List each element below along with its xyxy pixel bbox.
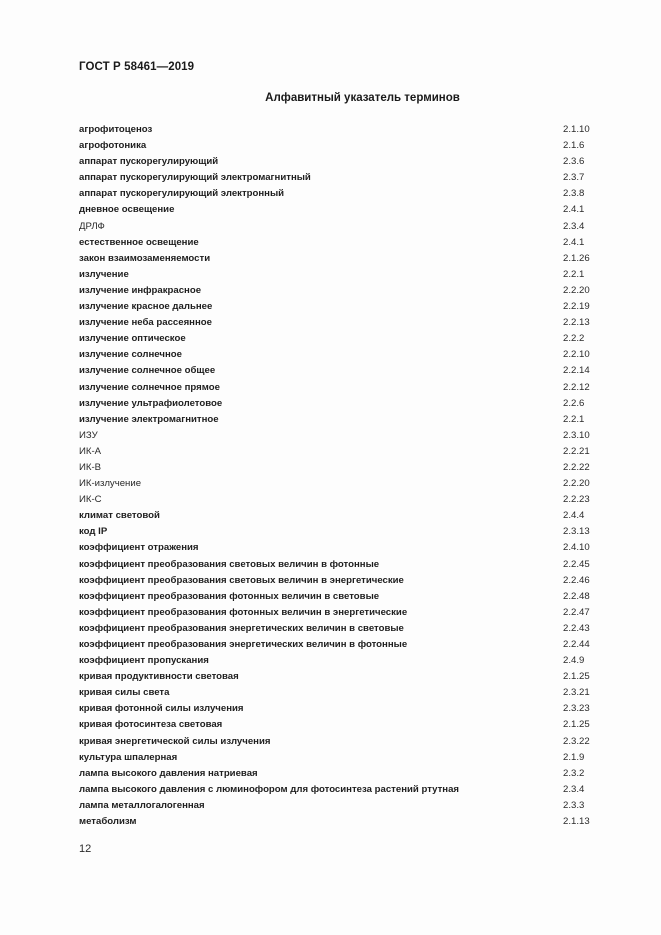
index-entry	[79, 299, 599, 315]
index-title: Алфавитный указатель терминов	[265, 92, 460, 104]
index-entry	[79, 444, 599, 460]
index-term: излучение солнечное прямое	[79, 381, 220, 393]
index-reference: 2.3.7	[563, 172, 585, 184]
index-term: метаболизм	[79, 816, 137, 828]
index-entry	[79, 331, 599, 347]
index-reference: 2.2.10	[563, 349, 590, 361]
index-reference: 2.2.43	[563, 622, 590, 634]
index-reference: 2.2.45	[563, 558, 590, 570]
index-entry	[79, 798, 599, 814]
index-reference: 2.1.10	[563, 124, 590, 135]
index-term: ДРЛФ	[79, 220, 105, 232]
index-entry	[79, 154, 599, 170]
index-entry	[79, 428, 599, 444]
index-reference: 2.2.14	[563, 365, 590, 377]
index-term: кривая энергетической силы излучения	[79, 735, 271, 747]
index-reference: 2.1.6	[563, 140, 585, 152]
index-entry	[79, 669, 599, 685]
index-entry	[79, 267, 599, 283]
index-reference: 2.3.8	[563, 188, 585, 200]
index-reference: 2.2.46	[563, 574, 590, 586]
index-term: естественное освещение	[79, 236, 199, 248]
index-reference: 2.4.1	[563, 236, 585, 248]
index-reference: 2.1.26	[563, 252, 590, 264]
index-term: дневное освещение	[79, 204, 175, 216]
index-reference: 2.4.1	[563, 204, 585, 216]
index-reference: 2.3.10	[563, 429, 590, 441]
index-term: лампа высокого давления с люминофором для фотосинтеза растений ртутная	[79, 783, 460, 795]
index-reference: 2.4.4	[563, 510, 585, 522]
index-term: аппарат пускорегулирующий электромагнитный	[79, 172, 311, 184]
index-reference: 2.2.20	[563, 478, 590, 490]
index-entry	[79, 492, 599, 508]
index-entry	[79, 186, 599, 202]
index-term: аппарат пускорегулирующий	[79, 156, 219, 168]
index-term: излучение электромагнитное	[79, 413, 219, 425]
index-entry	[79, 734, 599, 750]
index-term: излучение оптическое	[79, 333, 186, 345]
index-term: коэффициент преобразования энергетических величин в фотонные	[79, 639, 408, 650]
index-entry	[79, 750, 599, 766]
index-entry	[79, 122, 599, 138]
index-reference: 2.3.3	[563, 799, 585, 811]
index-term: ИК-В	[79, 461, 102, 473]
index-term: агрофотоника	[79, 140, 147, 152]
index-entry	[79, 524, 599, 540]
index-reference: 2.1.25	[563, 719, 590, 731]
index-reference: 2.2.47	[563, 606, 590, 618]
index-entry	[79, 476, 599, 492]
index-entry	[79, 380, 599, 396]
index-entry	[79, 460, 599, 476]
index-reference: 2.2.6	[563, 397, 585, 409]
page-number: 12	[79, 843, 92, 855]
index-term: коэффициент преобразования энергетических величин в световые	[79, 622, 404, 634]
index-term: коэффициент преобразования световых величин в фотонные	[79, 558, 380, 570]
index-reference: 2.3.4	[563, 783, 585, 795]
index-entry	[79, 251, 599, 267]
index-reference: 2.4.10	[563, 542, 590, 554]
index-reference: 2.2.1	[563, 268, 585, 280]
index-entry	[79, 653, 599, 669]
index-entry	[79, 202, 599, 218]
index-entry	[79, 766, 599, 782]
index-entry	[79, 605, 599, 621]
index-term: лампа металлогалогенная	[79, 799, 205, 811]
index-entry	[79, 701, 599, 717]
index-reference: 2.2.1	[563, 413, 585, 425]
index-reference: 2.2.12	[563, 381, 590, 393]
index-reference: 2.2.23	[563, 494, 590, 506]
index-reference: 2.2.48	[563, 590, 590, 602]
index-term: излучение солнечное общее	[79, 365, 216, 377]
term-index-list	[79, 122, 599, 830]
index-reference: 2.2.2	[563, 333, 585, 345]
index-reference: 2.2.19	[563, 301, 590, 313]
index-reference: 2.2.20	[563, 284, 590, 296]
index-entry	[79, 782, 599, 798]
index-entry	[79, 717, 599, 733]
index-entry	[79, 219, 599, 235]
index-term: коэффициент пропускания	[79, 655, 209, 667]
index-entry	[79, 557, 599, 573]
index-entry	[79, 637, 599, 653]
index-term: лампа высокого давления натриевая	[79, 767, 258, 779]
index-term: аппарат пускорегулирующий электронный	[79, 188, 285, 200]
index-term: закон взаимозаменяемости	[79, 252, 211, 264]
index-entry	[79, 685, 599, 701]
index-term: культура шпалерная	[79, 751, 178, 763]
index-reference: 2.1.13	[563, 816, 590, 828]
index-reference: 2.4.9	[563, 655, 585, 667]
index-term: излучение ультрафиолетовое	[79, 397, 223, 409]
index-term: излучение инфракрасное	[79, 284, 202, 296]
index-term: излучение солнечное	[79, 349, 182, 361]
index-entry	[79, 138, 599, 154]
index-entry	[79, 283, 599, 299]
index-entry	[79, 573, 599, 589]
index-entry	[79, 347, 599, 363]
index-reference: 2.3.2	[563, 767, 585, 779]
index-term: код IP	[79, 526, 108, 538]
index-term: кривая фотонной силы излучения	[79, 703, 244, 715]
index-entry	[79, 412, 599, 428]
index-reference: 2.1.9	[563, 751, 585, 763]
index-term: коэффициент отражения	[79, 542, 199, 554]
index-term: коэффициент преобразования световых величин в энергетические	[79, 574, 404, 586]
index-term: излучение красное дальнее	[79, 301, 213, 313]
index-reference: 2.3.6	[563, 156, 585, 168]
index-term: ИК-А	[79, 445, 102, 457]
index-reference: 2.3.21	[563, 687, 590, 699]
index-term: ИК-излучение	[79, 478, 142, 490]
index-reference: 2.2.13	[563, 317, 590, 329]
document-code: ГОСТ Р 58461—2019	[79, 61, 195, 73]
index-term: коэффициент преобразования фотонных величин в световые	[79, 590, 380, 602]
index-term: агрофитоценоз	[79, 124, 153, 135]
index-entry	[79, 540, 599, 556]
index-entry	[79, 621, 599, 637]
index-entry	[79, 589, 599, 605]
index-reference: 2.2.21	[563, 445, 590, 457]
index-term: кривая силы света	[79, 687, 170, 699]
index-reference: 2.2.22	[563, 461, 590, 473]
index-term: ИЗУ	[79, 429, 98, 441]
index-entry	[79, 363, 599, 379]
index-entry	[79, 235, 599, 251]
index-term: коэффициент преобразования фотонных величин в энергетические	[79, 606, 408, 618]
index-term: климат световой	[79, 510, 160, 522]
index-reference: 2.3.23	[563, 703, 590, 715]
index-term: кривая фотосинтеза световая	[79, 719, 223, 731]
index-entry	[79, 315, 599, 331]
index-reference: 2.1.25	[563, 671, 590, 683]
index-reference: 2.2.44	[563, 639, 590, 650]
index-term: излучение	[79, 268, 129, 280]
index-entry	[79, 170, 599, 186]
index-entry	[79, 396, 599, 412]
index-reference: 2.3.13	[563, 526, 590, 538]
index-reference: 2.3.4	[563, 220, 585, 232]
index-reference: 2.3.22	[563, 735, 590, 747]
index-term: излучение неба рассеянное	[79, 317, 212, 329]
index-term: кривая продуктивности световая	[79, 671, 239, 683]
index-entry	[79, 814, 599, 830]
index-entry	[79, 508, 599, 524]
index-term: ИК-С	[79, 494, 102, 506]
